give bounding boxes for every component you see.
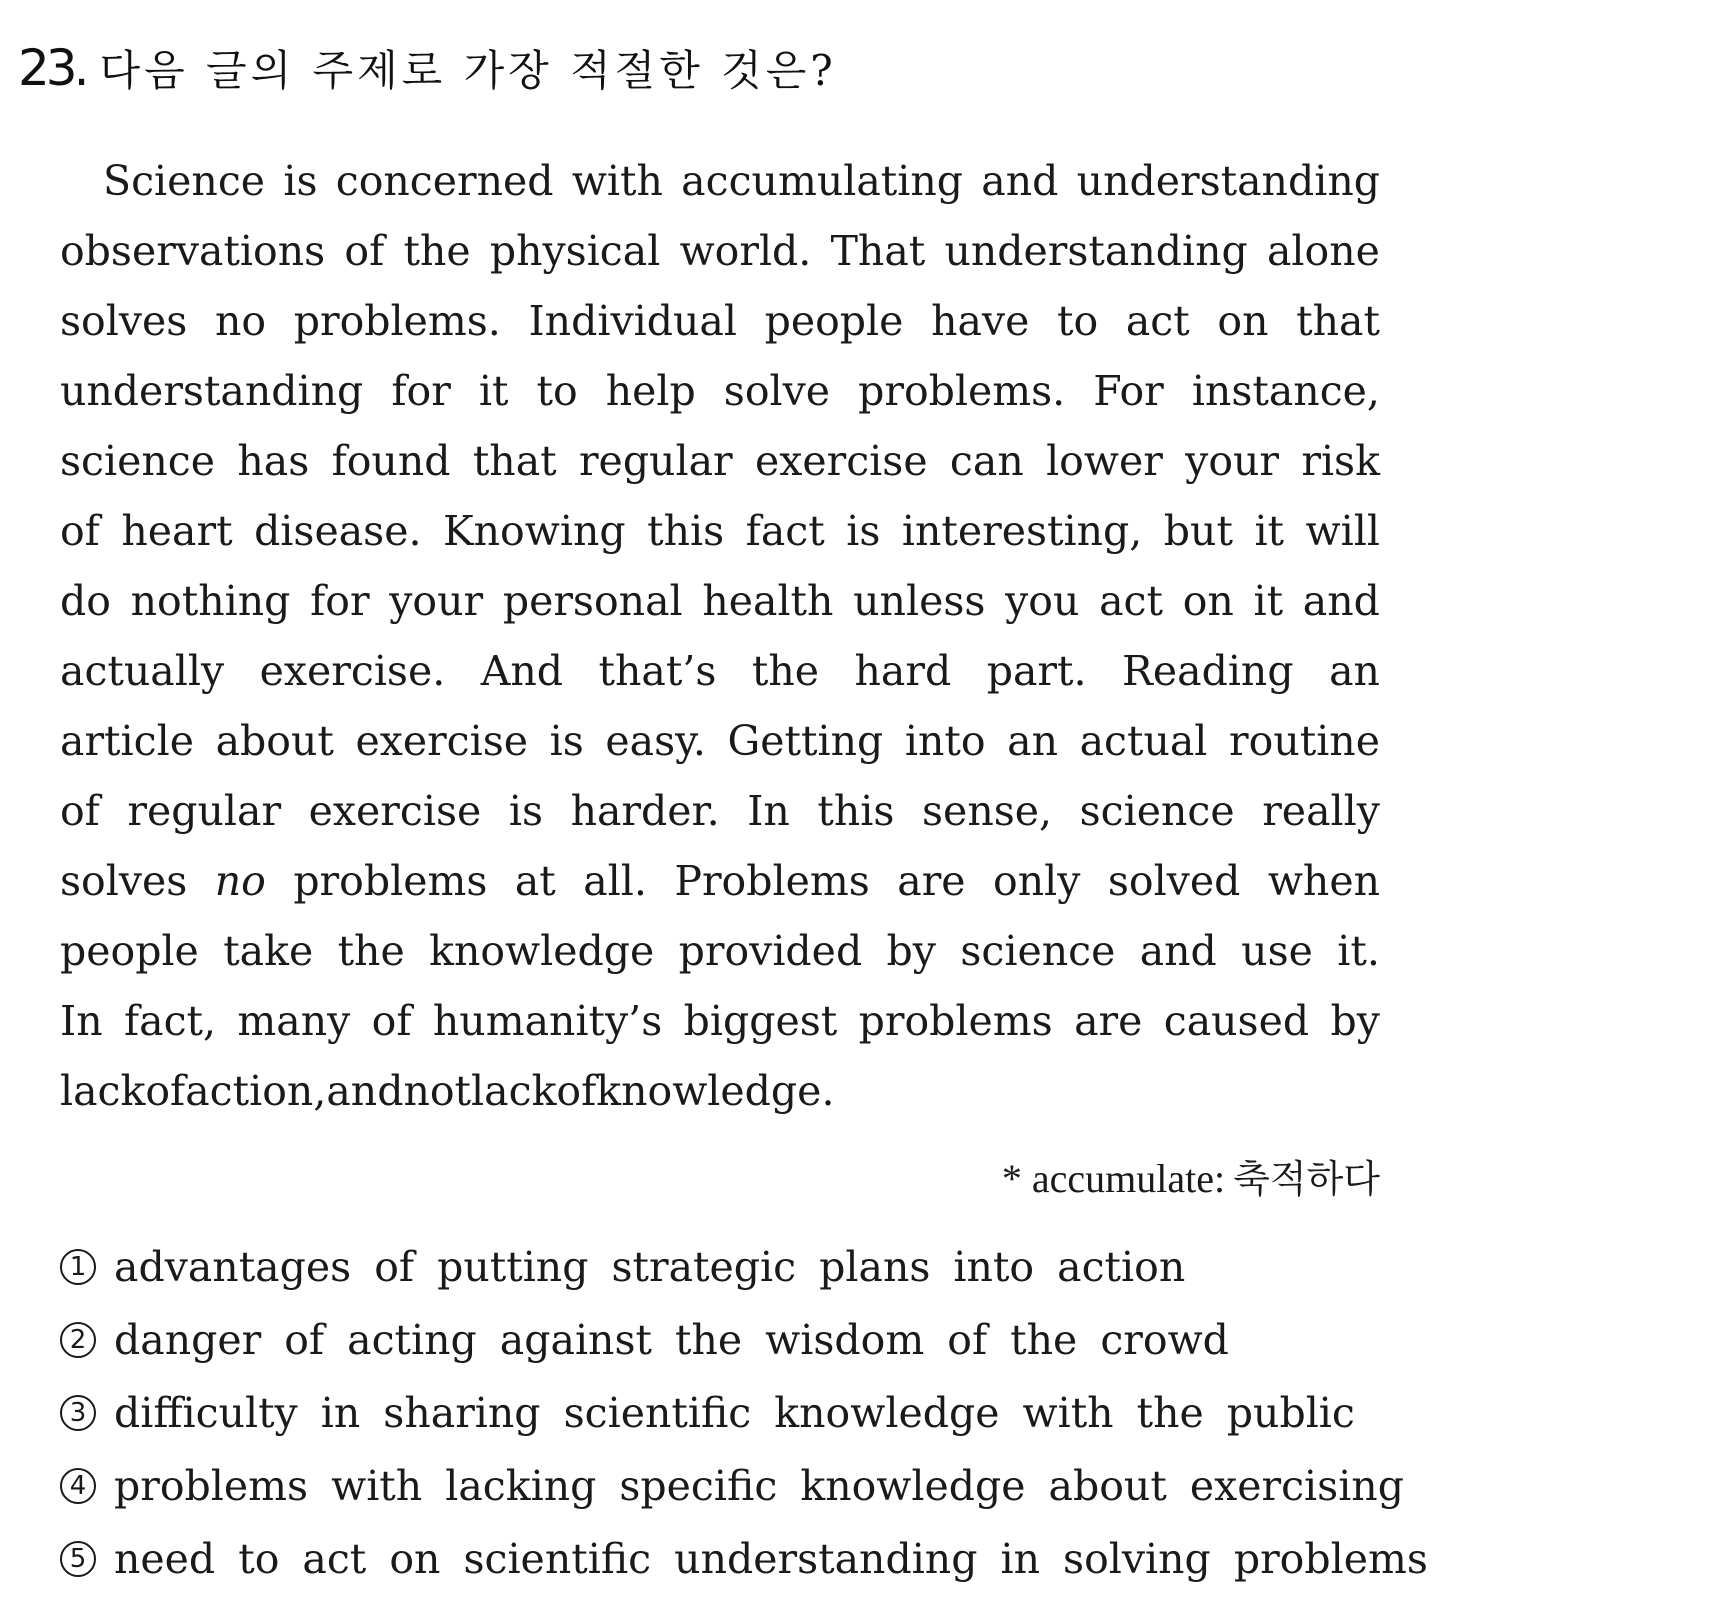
passage-word: caused	[1163, 997, 1310, 1045]
passage-word: use	[1241, 927, 1313, 975]
passage-word: In	[60, 997, 103, 1045]
passage-word: that	[1296, 297, 1380, 345]
passage-word: Individual	[528, 297, 737, 345]
passage-word: part.	[986, 647, 1087, 695]
passage-word: the	[337, 927, 405, 975]
passage-word: hard	[854, 647, 952, 695]
passage-word: alone	[1266, 227, 1380, 275]
passage-line	[60, 146, 1380, 216]
passage-word: Reading	[1122, 647, 1294, 695]
choice-4[interactable]	[60, 1449, 1428, 1522]
passage-word: actual	[1079, 717, 1208, 765]
passage-word: science	[60, 437, 216, 485]
passage-word: understanding	[1076, 157, 1380, 205]
passage-word: article	[60, 717, 194, 765]
question-header	[18, 38, 837, 98]
passage-word: easy.	[605, 717, 706, 765]
passage-word: problems.	[293, 297, 501, 345]
passage-word: act	[1125, 297, 1190, 345]
passage-word: accumulating	[681, 157, 964, 205]
passage-word: this	[647, 507, 725, 555]
question-number: 23.	[18, 39, 86, 97]
passage-word: help	[605, 367, 696, 415]
question-prompt: 다음 글의 주제로 가장 적절한 것은?	[99, 46, 837, 95]
passage-word: problems.	[858, 367, 1066, 415]
passage-word: exercise	[754, 437, 928, 485]
passage-word: For	[1093, 367, 1164, 415]
passage-word: instance,	[1191, 367, 1380, 415]
passage-word: science	[1079, 787, 1235, 835]
passage-line	[60, 846, 1380, 916]
passage-word: is	[283, 157, 318, 205]
passage-word: risk	[1301, 437, 1380, 485]
passage-word: act	[1099, 577, 1163, 625]
passage-word: on	[1182, 577, 1234, 625]
passage-word: not	[403, 1067, 472, 1115]
passage-word: will	[1305, 507, 1380, 555]
passage-word: an	[1007, 717, 1058, 765]
choice-text: danger of acting against the wisdom of the crowd	[114, 1315, 1229, 1364]
passage-word: problems	[858, 997, 1053, 1045]
passage-word: observations	[60, 227, 326, 275]
passage-word: disease.	[254, 507, 422, 555]
passage-word: you	[1005, 577, 1080, 625]
choice-number-circle: 1	[60, 1249, 96, 1285]
passage-word: all.	[583, 857, 647, 905]
passage-word: it	[1254, 507, 1285, 555]
passage-word: but	[1163, 507, 1233, 555]
passage-word: it.	[1337, 927, 1380, 975]
passage-line	[60, 1056, 1380, 1126]
passage-word: fact	[745, 507, 825, 555]
choice-number-circle: 2	[60, 1322, 96, 1358]
passage-word: In	[747, 787, 790, 835]
passage-word: lack	[471, 1067, 557, 1115]
passage-word: heart	[121, 507, 233, 555]
passage-word: no	[214, 297, 267, 345]
passage-word: is	[508, 787, 544, 835]
passage-word: understanding	[60, 367, 364, 415]
passage-word: at	[514, 857, 556, 905]
passage-word: nothing	[130, 577, 291, 625]
passage-word: for	[310, 577, 370, 625]
passage-line	[60, 636, 1380, 706]
choice-text: difficulty in sharing scientific knowledge with the public	[114, 1388, 1355, 1437]
choice-text: need to act on scientific understanding in solving problems	[114, 1534, 1428, 1583]
passage-line	[60, 916, 1380, 986]
footnote-term: * accumulate:	[1001, 1156, 1226, 1201]
passage-word: solves	[60, 857, 188, 905]
passage-word: by	[1330, 997, 1380, 1045]
passage-word: routine	[1229, 717, 1380, 765]
passage-word: of	[344, 227, 385, 275]
passage-word: that’s	[598, 647, 717, 695]
passage-word: and	[981, 157, 1059, 205]
passage-word: about	[215, 717, 334, 765]
passage-word: an	[1329, 647, 1380, 695]
passage-word: exercise	[355, 717, 529, 765]
passage-word: to	[536, 367, 578, 415]
passage-word: Science	[103, 157, 266, 205]
passage-word: provided	[678, 927, 863, 975]
passage-word: and	[1302, 577, 1380, 625]
passage-word: action,	[185, 1067, 327, 1115]
passage-word: only	[993, 857, 1081, 905]
choice-1[interactable]	[60, 1230, 1428, 1303]
passage-word: lower	[1046, 437, 1163, 485]
passage-word: unless	[853, 577, 986, 625]
passage-word: the	[403, 227, 471, 275]
passage-word: That	[830, 227, 926, 275]
passage-word: biggest	[683, 997, 838, 1045]
passage-word: take	[223, 927, 314, 975]
passage-word: are	[1074, 997, 1143, 1045]
passage-word: have	[931, 297, 1030, 345]
passage-word: do	[60, 577, 111, 625]
choice-5[interactable]	[60, 1522, 1428, 1595]
passage-word: knowledge	[429, 927, 655, 975]
passage-word: world.	[679, 227, 812, 275]
passage-word: fact,	[123, 997, 217, 1045]
choice-number-circle: 3	[60, 1395, 96, 1431]
choice-number-circle: 4	[60, 1468, 96, 1504]
choice-number-circle: 5	[60, 1541, 96, 1577]
passage-line	[60, 216, 1380, 286]
passage-word: solves	[60, 297, 188, 345]
passage-word: can	[949, 437, 1024, 485]
passage-word: And	[480, 647, 564, 695]
passage-word: exercise.	[259, 647, 446, 695]
answer-choices	[60, 1230, 1428, 1595]
passage-word: lack	[60, 1067, 146, 1115]
passage-word: harder.	[570, 787, 720, 835]
passage-word: your	[389, 577, 484, 625]
passage-word: that	[472, 437, 557, 485]
passage-line	[60, 286, 1380, 356]
passage-word: of	[60, 507, 100, 555]
passage-word: sense,	[922, 787, 1053, 835]
passage-word: exercise	[308, 787, 482, 835]
passage-word: found	[331, 437, 451, 485]
passage-word: it	[478, 367, 509, 415]
passage-word: Problems	[674, 857, 870, 905]
passage	[60, 146, 1380, 1126]
passage-word: regular	[578, 437, 733, 485]
passage-word: has	[237, 437, 310, 485]
passage-line	[60, 566, 1380, 636]
passage-word: Getting	[727, 717, 884, 765]
passage-word: on	[1217, 297, 1269, 345]
passage-word: into	[904, 717, 986, 765]
passage-line	[60, 426, 1380, 496]
emphasized-word: no	[214, 857, 266, 905]
passage-word: physical	[489, 227, 661, 275]
passage-word: actually	[60, 647, 225, 695]
passage-word: humanity’s	[432, 997, 663, 1045]
passage-word: health	[702, 577, 834, 625]
passage-word: of	[371, 997, 412, 1045]
passage-word: of	[556, 1067, 597, 1115]
passage-word: when	[1267, 857, 1380, 905]
passage-word: it	[1253, 577, 1284, 625]
choice-text: advantages of putting strategic plans into action	[114, 1242, 1186, 1291]
passage-word: science	[960, 927, 1116, 975]
passage-word: your	[1185, 437, 1280, 485]
choice-text: problems with lacking specific knowledge about exercising	[114, 1461, 1404, 1510]
passage-word: with	[571, 157, 663, 205]
passage-word: of	[145, 1067, 186, 1115]
passage-word: problems	[293, 857, 488, 905]
passage-word: are	[897, 857, 966, 905]
passage-line	[60, 706, 1380, 776]
passage-word: people	[764, 297, 904, 345]
passage-word: concerned	[335, 157, 554, 205]
choice-2[interactable]	[60, 1303, 1428, 1376]
passage-word: solved	[1107, 857, 1241, 905]
passage-word: people	[60, 927, 199, 975]
passage-word: for	[391, 367, 451, 415]
passage-line	[60, 356, 1380, 426]
passage-word: Knowing	[443, 507, 626, 555]
passage-word: the	[751, 647, 820, 695]
passage-word: understanding	[944, 227, 1248, 275]
passage-word: really	[1262, 787, 1380, 835]
passage-word: interesting,	[901, 507, 1143, 555]
choice-3[interactable]	[60, 1376, 1428, 1449]
passage-word: to	[1057, 297, 1099, 345]
passage-word: and	[1139, 927, 1217, 975]
passage-word: is	[846, 507, 881, 555]
passage-word: is	[549, 717, 584, 765]
passage-word: many	[237, 997, 351, 1045]
passage-word: solve	[723, 367, 831, 415]
passage-line	[60, 776, 1380, 846]
passage-line	[60, 496, 1380, 566]
passage-word: knowledge.	[596, 1067, 835, 1115]
passage-word: regular	[127, 787, 282, 835]
passage-word: and	[326, 1067, 404, 1115]
passage-word: this	[817, 787, 895, 835]
passage-word: of	[60, 787, 100, 835]
footnote	[1002, 1148, 1380, 1203]
passage-word: by	[886, 927, 936, 975]
passage-word: personal	[502, 577, 683, 625]
passage-line	[60, 986, 1380, 1056]
footnote-meaning: 축적하다	[1233, 1157, 1380, 1201]
